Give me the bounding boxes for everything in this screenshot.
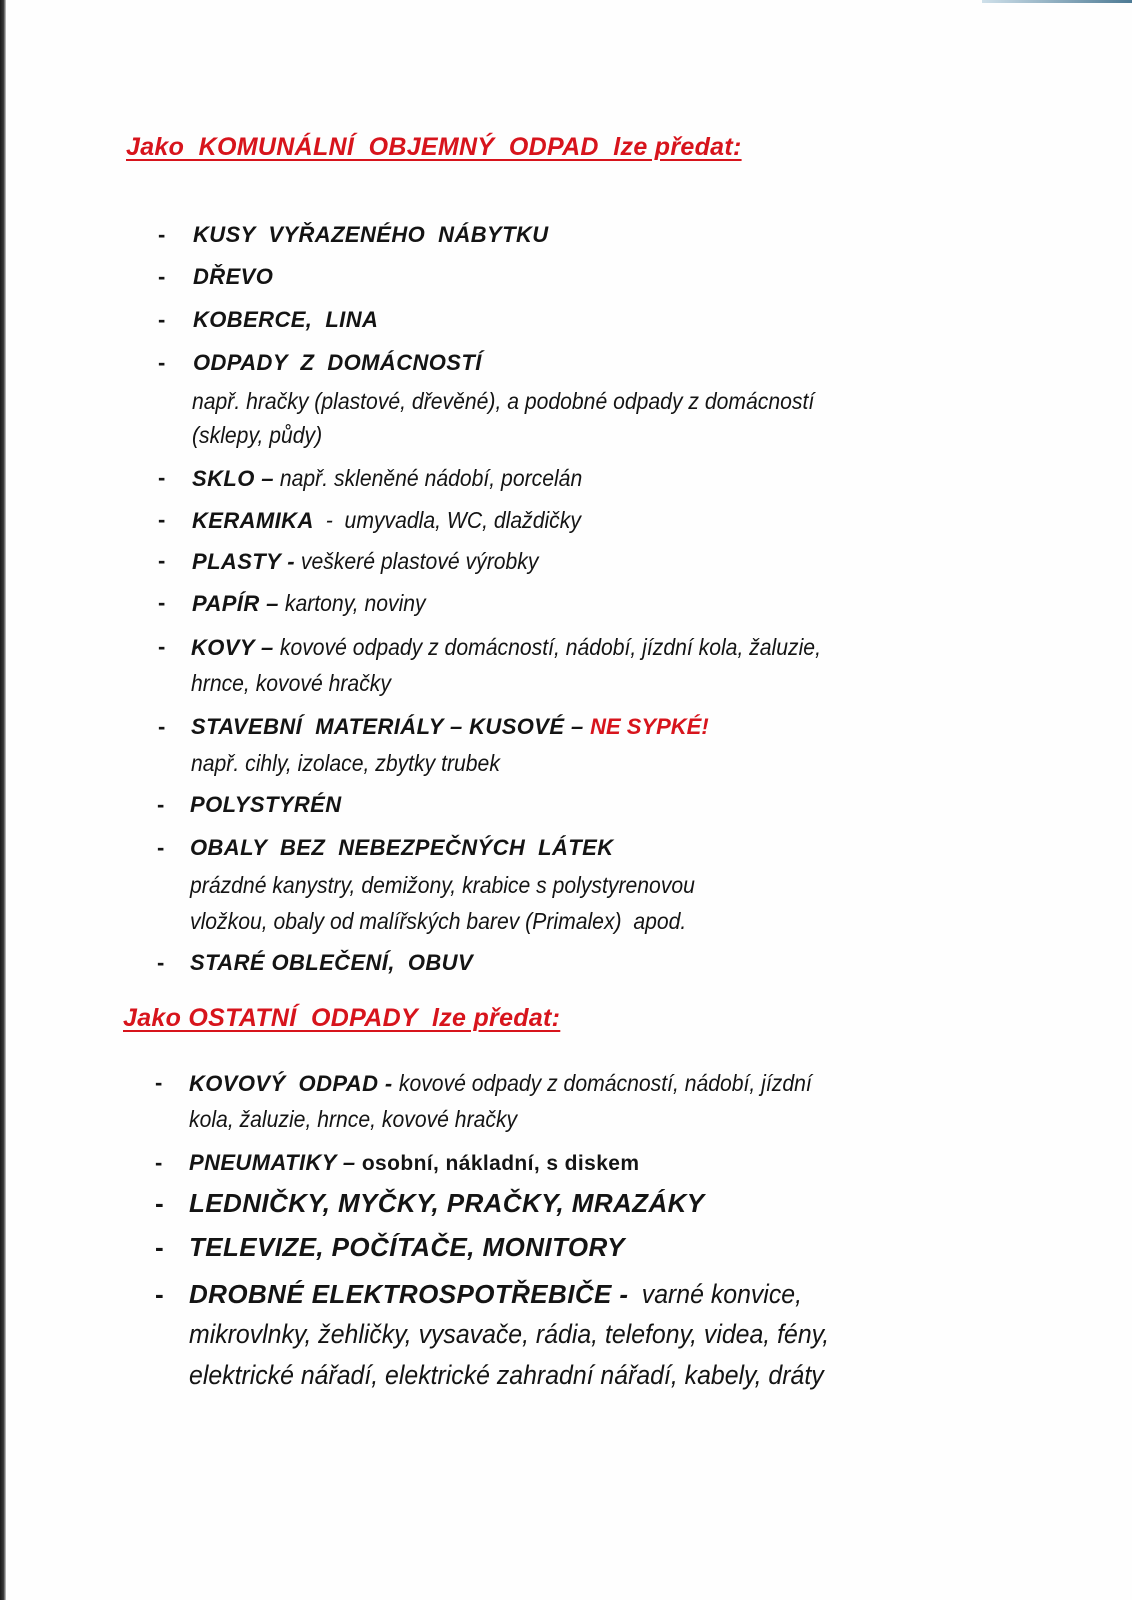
bullet-dash: - [158, 714, 166, 739]
item-title: KOVY – [191, 635, 274, 660]
item-title: STAVEBNÍ MATERIÁLY – KUSOVÉ – [191, 714, 591, 739]
bullet-dash: - [158, 465, 166, 490]
item-title: TELEVIZE, POČÍTAČE, MONITORY [189, 1232, 625, 1262]
item-title: KUSY VYŘAZENÉHO NÁBYTKU [193, 222, 549, 247]
item-title: OBALY BEZ NEBEZPEČNÝCH LÁTEK [190, 835, 614, 860]
bullet-dash: - [158, 350, 166, 375]
item-detail: prázdné kanystry, demižony, krabice s polystyrenovou [190, 872, 695, 898]
bullet-dash: - [158, 507, 166, 532]
item-title: KERAMIKA [192, 508, 314, 533]
item-title: STARÉ OBLEČENÍ, OBUV [190, 950, 474, 975]
bullet-dash: - [158, 590, 166, 615]
item-title: DROBNÉ ELEKTROSPOTŘEBIČE - [189, 1279, 629, 1309]
scan-border-top [982, 0, 1132, 3]
item-detail: (sklepy, půdy) [192, 422, 323, 448]
item-title: POLYSTYRÉN [190, 792, 342, 817]
item-detail: kola, žaluzie, hrnce, kovové hračky [189, 1106, 518, 1132]
warning-label: NE SYPKÉ! [590, 714, 709, 739]
bullet-dash: - [155, 1279, 164, 1309]
item-detail: varné konvice, [628, 1279, 803, 1309]
bullet-dash: - [158, 548, 166, 573]
bullet-dash: - [158, 222, 166, 247]
item-title: LEDNIČKY, MYČKY, PRAČKY, MRAZÁKY [189, 1188, 705, 1218]
item-detail: kovové odpady z domácností, nádobí, jízdní [392, 1070, 812, 1096]
item-detail: kovové odpady z domácností, nádobí, jízdní kola, žaluzie, [273, 634, 821, 660]
item-detail: mikrovlnky, žehličky, vysavače, rádia, telefony, videa, fény, [189, 1319, 830, 1349]
bullet-dash: - [155, 1150, 163, 1175]
item-title: KOVOVÝ ODPAD - [189, 1071, 393, 1096]
item-title: ODPADY Z DOMÁCNOSTÍ [193, 350, 482, 375]
bullet-dash: - [157, 950, 165, 975]
item-title: DŘEVO [193, 264, 274, 289]
item-detail: elektrické nářadí, elektrické zahradní nářadí, kabely, dráty [189, 1360, 824, 1390]
item-title: PLASTY - [192, 549, 296, 574]
item-title: PNEUMATIKY – [189, 1150, 356, 1175]
bullet-dash: - [157, 792, 165, 817]
item-title: SKLO – [192, 466, 274, 491]
bullet-dash: - [158, 264, 166, 289]
bullet-dash: - [155, 1188, 164, 1218]
item-detail: hrnce, kovové hračky [191, 670, 391, 696]
bullet-dash: - [158, 634, 166, 659]
item-detail: např. hračky (plastové, dřevěné), a podobné odpady z domácností [192, 388, 815, 414]
bullet-dash: - [158, 307, 166, 332]
item-title: KOBERCE, LINA [193, 307, 379, 332]
item-detail: - umyvadla, WC, dlaždičky [313, 507, 581, 533]
item-detail: veškeré plastové výrobky [295, 548, 539, 574]
section-heading-other-waste: Jako OSTATNÍ ODPADY lze předat: [123, 1004, 561, 1032]
bullet-dash: - [155, 1232, 164, 1262]
section-heading-bulky-waste: Jako KOMUNÁLNÍ OBJEMNÝ ODPAD lze předat: [126, 133, 742, 161]
item-detail: kartony, noviny [278, 590, 426, 616]
bullet-dash: - [157, 835, 165, 860]
item-detail: osobní, nákladní, s diskem [355, 1152, 640, 1175]
item-detail: např. skleněné nádobí, porcelán [273, 465, 583, 491]
bullet-dash: - [155, 1070, 163, 1095]
item-detail: např. cihly, izolace, zbytky trubek [191, 750, 500, 776]
item-title: PAPÍR – [192, 591, 279, 616]
item-detail: vložkou, obaly od malířských barev (Primalex) apod. [190, 908, 687, 934]
scan-border [0, 0, 6, 1600]
